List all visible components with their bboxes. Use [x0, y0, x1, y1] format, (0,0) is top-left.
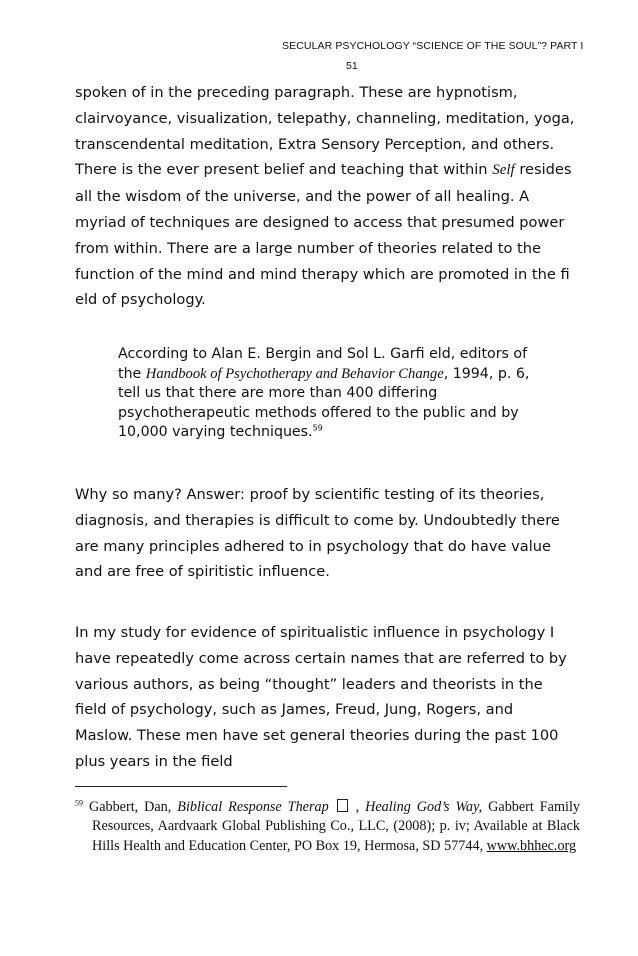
footnote-divider [75, 786, 287, 787]
paragraph-1-text-a: spoken of in the preceding paragraph. These are hypnotism, clairvoyance, visualization, telepathy, channeling, meditation, yoga, transcendental meditation, Extra Sensory Perception, and others. There is the ever present belief and teaching that within [75, 84, 575, 179]
footnote-author: Gabbert, Dan, [83, 799, 178, 815]
footnote-reference[interactable]: 59 [312, 423, 323, 433]
paragraph-3: In my study for evidence of spiritualistic influence in psychology I have repeatedly come across certain names that are referred to by various authors, as being “thought” leaders and theorists in the field of psychology, such as James, Freud, Jung, Rogers, and Maslow. These men have set general theories during the past 100 plus years in the field [75, 624, 567, 770]
quote-text-a: According to Alan E. Bergin and Sol L. Garfi eld, editors of the [118, 346, 528, 382]
footnote-title-2: Healing God’s Way, [365, 799, 483, 815]
paragraph-2: Why so many? Answer: proof by scientific testing of its theories, diagnosis, and therapies is difficult to come by. Undoubtedly there are many principles adhered to in psychology that do have value and are free of spiritistic influence. [75, 486, 560, 581]
emphasis-self: Self [492, 162, 515, 179]
missing-glyph-icon [337, 799, 348, 812]
footnote-link[interactable]: www.bhhec.org [486, 837, 577, 854]
quote-book-title: Handbook of Psychotherapy and Behavior Change [145, 365, 444, 382]
quote-text-b: , 1994, p. 6, tell us that there are more than 400 differing psychotherapeutic methods offered to the public and by 10,000 varying techniques. [118, 365, 530, 441]
footnote-number: 59 [75, 798, 83, 808]
footnote-publisher: Gabbert Family Resources, Aardvaark Global Publishing Co., LLC, (2008); p. iv; Available at Black Hills Health and Education Center, PO Box 19, Hermosa, SD 57744, [92, 799, 580, 854]
paragraph-1-text-b: resides all the wisdom of the universe, and the power of all healing. A myriad of techniques are designed to access that presumed power from within. There are a large number of theories related to the function of the mind and mind therapy which are promoted in the fi eld of psychology. [75, 161, 572, 309]
page-number: 51 [346, 60, 358, 72]
paragraph-1 [75, 80, 575, 313]
footnote-separator: , [349, 799, 366, 815]
footnote-title-1: Biblical Response Therap [177, 799, 329, 815]
block-quote [118, 345, 538, 443]
footnote [75, 798, 580, 856]
running-header: SECULAR PSYCHOLOGY “SCIENCE OF THE SOUL”? PART I [282, 40, 584, 52]
